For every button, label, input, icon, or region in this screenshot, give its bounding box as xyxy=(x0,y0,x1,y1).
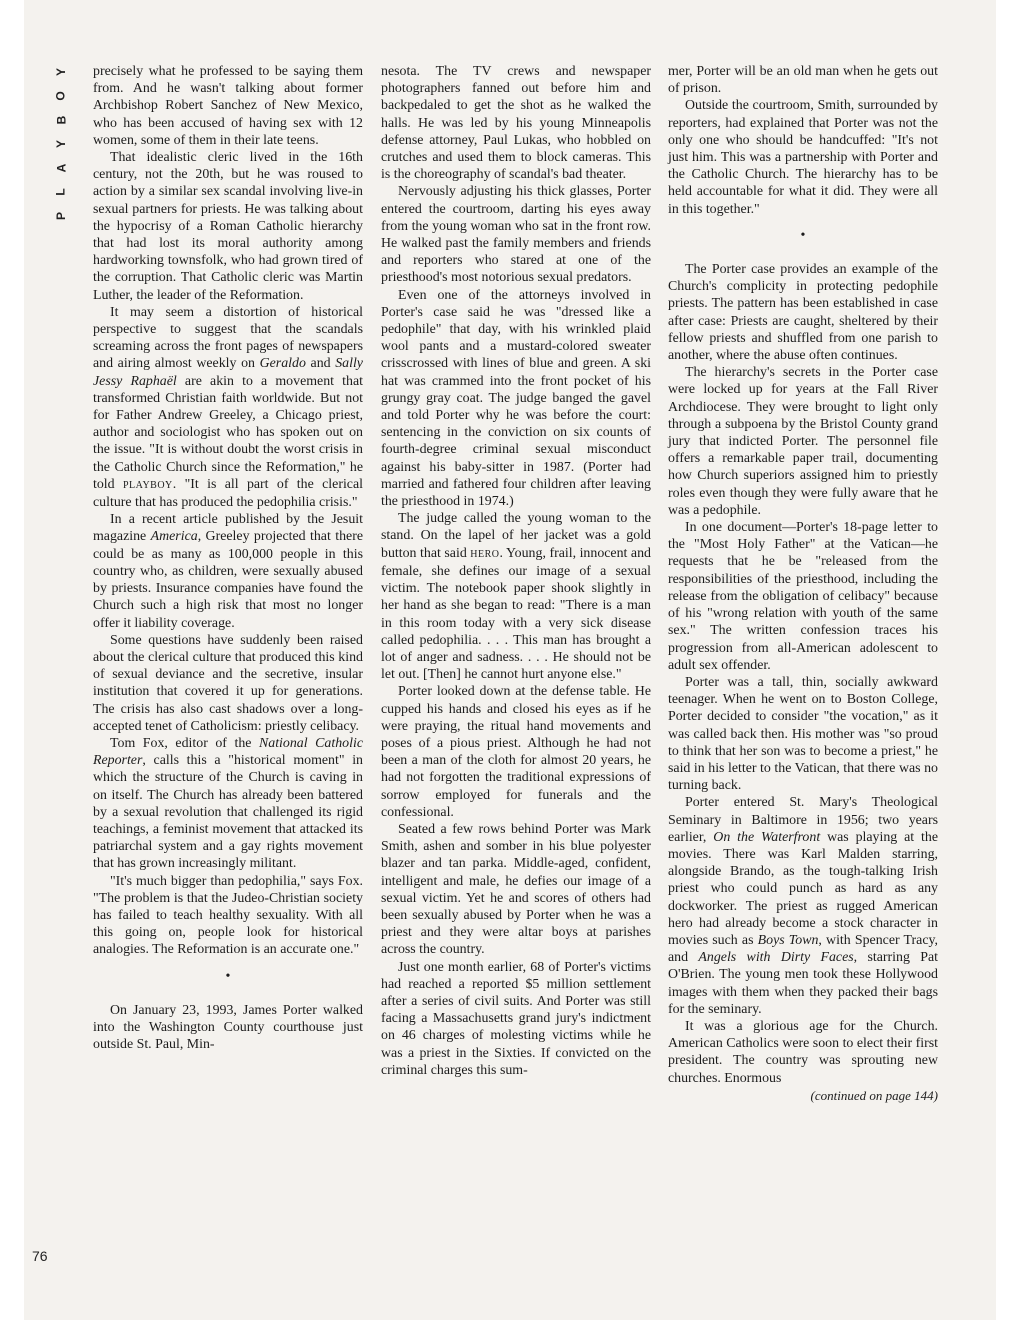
text-run: . "It is all part of the clerical culture that has produced the pedophilia crisis." xyxy=(93,476,363,511)
paragraph: precisely what he professed to be saying them from. And he wasn't talking about former Archbishop Robert Sanchez of New Mexico, who has been accused of having sex with 12 women, some of them in their late teens. xyxy=(93,64,363,148)
publication-title: America xyxy=(150,529,198,545)
paragraph: Porter looked down at the defense table. He cupped his hands and closed his eyes as if he were praying, the ritual hand movements and poses of a pious priest. Although he had not been a man of the cloth for almost 20 years, he had not forgotten the traditional expressions of sorrow employed for funerals and the confessional. xyxy=(381,684,651,820)
text-run: , starring Pat O'Brien. The young men took these Hollywood images with them when they packed their bags for the seminary. xyxy=(668,950,938,1017)
text-run: was playing at the movies. There was Karl Malden starring, alongside Brando, as the tough-talking Irish priest who could punch as hard as any dockworker. The priest as rugged American hero had already become a stock character in movies such as xyxy=(668,829,939,948)
running-head-letter: P xyxy=(53,211,68,221)
show-title: Geraldo xyxy=(259,356,306,372)
button-text: HERO xyxy=(470,548,500,560)
paragraph xyxy=(93,735,363,873)
paragraph: On January 23, 1993, James Porter walked into the Washington County courthouse just outside St. Paul, Min- xyxy=(93,1002,363,1053)
film-title: Angels with Dirty Faces xyxy=(698,950,854,966)
text-run: , with Spencer Tracy, and xyxy=(668,932,938,966)
paragraph: "It's much bigger than pedophilia," says Fox. "The problem is that the Judeo-Christian society has failed to teach healthy sexuality. With all this going on, people look for historical analogies. The Reformation is an accurate one." xyxy=(93,873,363,958)
text-run: It may seem a distortion of historical perspective to suggest that the scandals screaming across the front pages of newspapers and airing almost weekly on xyxy=(93,304,363,372)
running-head-letter: O xyxy=(54,91,68,101)
text-run: Porter entered St. Mary's Theological Seminary in Baltimore in 1956; two years earlier, xyxy=(668,795,938,845)
paragraph: Some questions have suddenly been raised about the clerical culture that produced this kind of sexual deviance and the secretive, insular institution that covered it up for generations. The crisis has also cast shadows over a long-accepted tenet of Catholicism: priestly celibacy. xyxy=(93,632,363,734)
show-title: Sally Jessy Raphaël xyxy=(93,356,363,389)
paragraph: Outside the courtroom, Smith, surrounded by reporters, had explained that Porter was not the only one who should be handcuffed: "It's not just him. This was a partnership with Porter and the Catholic Church. The hierarchy has to be held accountable for what it did. They were all in this together." xyxy=(668,98,938,217)
magazine-page xyxy=(24,0,996,1320)
paragraph: The hierarchy's secrets in the Porter case were locked up for years at the Fall River Archdiocese. They were brought to light only through a subpoena by the Bristol County grand jury that indicted Porter. The personnel file offers a remarkable paper trail, documenting how Church superiors assigned him to priestly roles even though they were fully aware that he was a pedophile. xyxy=(668,365,938,518)
paragraph: Even one of the attorneys involved in Porter's case said he was "dressed like a pedophile" that day, with his wrinkled plaid wool pants and a mustard-colored sweater crisscrossed with lines of blue and green. A ski hat was crammed into the front pocket of his grungy gray coat. The judge banged the gavel and told Porter why he was before the court: sentencing in the conviction on six counts of fourth-degree criminal sexual misconduct against his baby-sitter in 1987. (Porter had married and fathered four children after leaving the priesthood in 1974.) xyxy=(381,287,651,510)
paragraph xyxy=(381,510,651,683)
running-head-letter: L xyxy=(54,188,68,196)
text-run: , Greeley projected that there could be as many as 100,000 people in this country who, as children, were sexually abused by priests. Insurance companies have found the Church such a high risk that most no longer offer it liability coverage. xyxy=(93,529,363,631)
running-head-letter: B xyxy=(53,115,68,125)
text-run: . Young, frail, innocent and female, she defines our image of a sexual victim. The notebook paper shook slightly in her hand as she began to read: "There is a man in this room today with a very sick disease called pedophilia. . . . This man has brought a lot of anger and sadness. . . . He should not be let out. [Then] he cannot hurt anyone else." xyxy=(381,545,651,683)
magazine-name: PLAYBOY xyxy=(122,479,173,491)
paragraph: Just one month earlier, 68 of Porter's victims had reached a reported $5 million settlement after a series of civil suits. And Porter was still facing a Massachusetts grand jury's indictment on 46 charges of molesting victims while he was a priest in the Sixties. If convicted on the criminal charges this sum- xyxy=(381,959,651,1078)
text-run: Tom Fox, editor of the xyxy=(110,735,259,751)
paragraph: nesota. The TV crews and newspaper photographers fanned out before him and backpedaled to get the shot as he walked the halls. He was led by his young Minneapolis defense attorney, Paul Lukas, who hobbled on crutches and used them to block cameras. This is the choreography of scandal's bad theater. xyxy=(381,64,651,183)
paragraph xyxy=(93,304,363,511)
running-head-letter: Y xyxy=(53,67,68,77)
paragraph: The Porter case provides an example of the Church's complicity in protecting pedophile priests. The pattern has been established in case after case: Priests are caught, sheltered by their fellow priests and shuffled from one parish to another, where the abuse often continues. xyxy=(668,262,938,364)
paragraph: It was a glorious age for the Church. American Catholics were soon to elect their first president. The country was sprouting new churches. Enormous xyxy=(668,1018,938,1086)
paragraph xyxy=(93,511,363,631)
paragraph: mer, Porter will be an old man when he gets out of prison. xyxy=(668,64,938,97)
text-run: The judge called the young woman to the stand. On the lapel of her jacket was a gold button that said xyxy=(381,511,651,561)
article-column-1 xyxy=(93,63,363,1053)
text-run: and xyxy=(305,356,336,372)
page-number: 76 xyxy=(32,1248,48,1264)
running-head xyxy=(47,60,75,228)
article-column-2 xyxy=(381,63,651,1079)
continued-jump-line: ( continued on page 144 ) xyxy=(668,1087,938,1104)
film-title: Boys Town xyxy=(757,932,819,948)
film-title: On the Waterfront xyxy=(713,829,821,845)
section-break-bullet: • xyxy=(800,227,806,243)
text-run: , calls this a "historical moment" in which the structure of the Church is caving in on itself. The Church has already been battered by a sexual revolution that challenged its rigid teachings, a feminist movement that attacked its patriarchal system and a gay rights movement that has grown increasingly militant. xyxy=(93,753,363,872)
section-break-bullet: • xyxy=(225,968,231,984)
paragraph: In one document—Porter's 18-page letter to the "Most Holy Father" at the Vatican—he requests that he be "released from the responsibilities of the priesthood, including the release from the obligation of celibacy" because of his "wrong relation with youth of the same sex." The written confession traces his progression from all-American adolescent to adult sex offender. xyxy=(668,520,938,673)
paragraph: Porter was a tall, thin, socially awkward teenager. When he went on to Boston College, Porter decided to consider "the vocation," as it was called back then. His mother was "so proud to think that her son was to become a priest," he said in his letter to the Vatican, that there was no turning back. xyxy=(668,674,938,794)
paragraph: Seated a few rows behind Porter was Mark Smith, ashen and somber in his blue polyester blazer and tan parka. Middle-aged, confident, intelligent and male, he defies our image of a sexual victim. Yet he and scores of others had been sexually abused by Porter when he was a priest and they were altar boys at parishes across the country. xyxy=(381,821,651,958)
paragraph: Nervously adjusting his thick glasses, Porter entered the courtroom, darting his eyes away from the young woman who sat in the front row. He walked past the family members and friends and reporters who stared at one of the priesthood's most notorious sexual predators. xyxy=(381,184,651,286)
text-run: are akin to a movement that transformed Christian faith worldwide. But not for Father Andrew Greeley, a Chicago priest, author and sociologist who has spoken out on the issue. "It is without doubt the worst crisis in the Catholic Church since the Reformation," he told xyxy=(93,373,363,492)
paragraph xyxy=(668,794,938,1018)
running-head-letter: A xyxy=(53,163,68,173)
text-run: In a recent article published by the Jesuit magazine xyxy=(93,512,363,545)
publication-title: National Catholic Reporter xyxy=(93,735,363,769)
running-head-letter: Y xyxy=(53,139,68,149)
article-column-3 xyxy=(668,63,938,1104)
paragraph: That idealistic cleric lived in the 16th century, not the 20th, but he was roused to action by a similar sex scandal involving live-in sexual partners for priests. He was talking about the hypocrisy of a Roman Catholic hierarchy that had lost its moral authority among hardworking townsfolk, who had grown tired of the corruption. That Catholic cleric was Martin Luther, the leader of the Reformation. xyxy=(93,150,363,303)
